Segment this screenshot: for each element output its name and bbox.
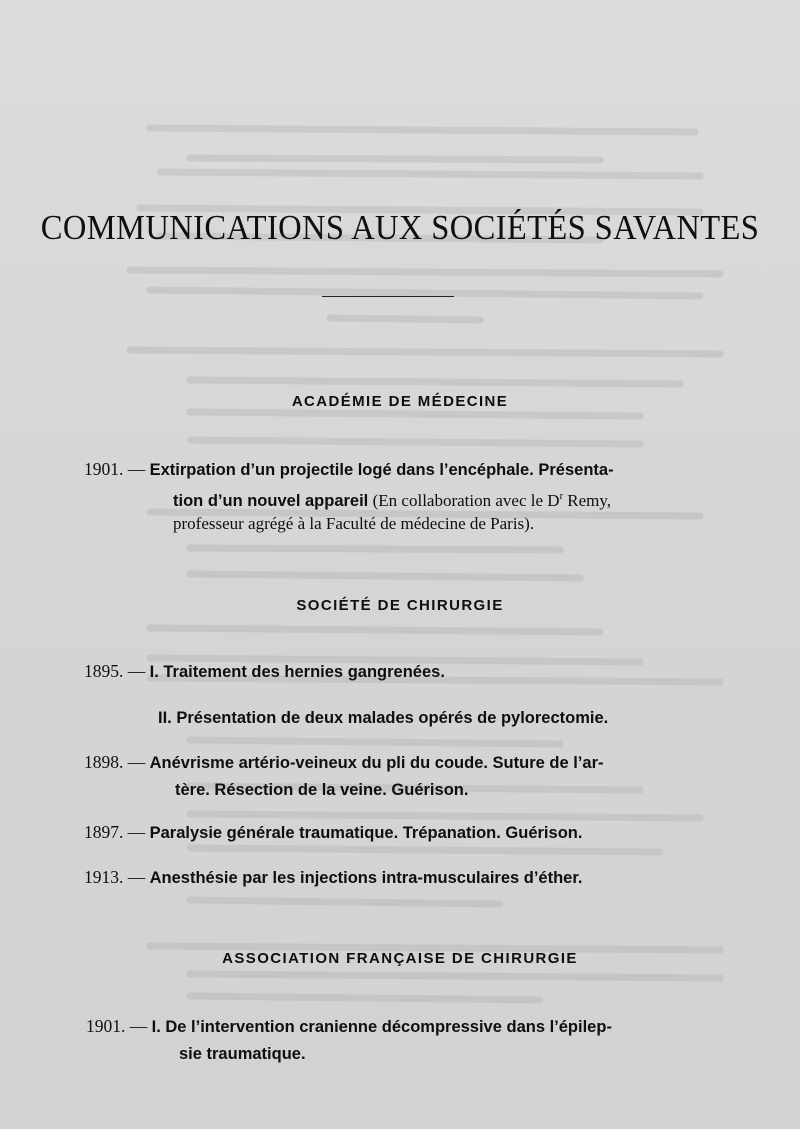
entry-1901-association	[86, 1014, 612, 1040]
entry-title: I. Traitement des hernies gangrenées.	[149, 663, 445, 681]
entry-year: 1897.	[84, 822, 124, 842]
entry-1898	[84, 750, 603, 776]
entry-title: II. Présentation de deux malades opérés de pylorectomie.	[158, 709, 609, 727]
entry-title-line2: tion d’un nouvel appareil	[173, 491, 369, 510]
entry-title-line1: I. De l’intervention cranienne décompressive dans l’épilep-	[151, 1018, 612, 1036]
entry-note-sup: r	[559, 491, 563, 502]
entry-year: 1898.	[84, 752, 124, 772]
entry-1897	[84, 820, 582, 846]
section-heading-societe: SOCIÉTÉ DE CHIRURGIE	[296, 597, 504, 614]
entry-dash: —	[127, 661, 146, 681]
entry-note-start: (En collaboration avec le D	[372, 490, 560, 510]
entry-1895	[84, 659, 445, 685]
entry-1901-academie	[84, 457, 614, 483]
entry-year: 1901.	[84, 459, 124, 479]
entry-1895-ii	[158, 705, 608, 731]
entry-title: Anesthésie par les injections intra-musculaires d’éther.	[149, 869, 583, 887]
section-heading-association: ASSOCIATION FRANÇAISE DE CHIRURGIE	[222, 950, 578, 967]
entry-dash: —	[127, 867, 146, 887]
entry-1913	[84, 865, 582, 891]
entry-dash: —	[127, 822, 146, 842]
entry-1898-line2	[175, 777, 468, 803]
entry-1901-academie-line3	[173, 511, 534, 536]
entry-title-line1: Anévrisme artério-veineux du pli du coude. Suture de l’ar-	[149, 754, 604, 772]
entry-dash: —	[129, 1016, 148, 1036]
entry-1901-association-line2	[179, 1041, 306, 1067]
entry-note-end: Remy,	[567, 490, 612, 510]
entry-title: Paralysie générale traumatique. Trépanation. Guérison.	[149, 824, 583, 842]
page-title: COMMUNICATIONS AUX SOCIÉTÉS SAVANTES	[40, 208, 760, 247]
entry-title-line2: sie traumatique.	[179, 1045, 306, 1063]
entry-title-line1: Extirpation d’un projectile logé dans l’encéphale. Présenta-	[149, 461, 614, 479]
entry-dash: —	[127, 752, 146, 772]
section-heading-academie: ACADÉMIE DE MÉDECINE	[291, 393, 509, 410]
title-divider	[322, 296, 454, 297]
entry-year: 1901.	[86, 1016, 126, 1036]
entry-dash: —	[127, 459, 146, 479]
entry-1901-academie-line2	[173, 484, 611, 514]
entry-title-line2: tère. Résection de la veine. Guérison.	[175, 781, 469, 799]
entry-year: 1895.	[84, 661, 124, 681]
entry-year: 1913.	[84, 867, 124, 887]
entry-note-line3: professeur agrégé à la Faculté de médecine de Paris).	[173, 514, 535, 533]
